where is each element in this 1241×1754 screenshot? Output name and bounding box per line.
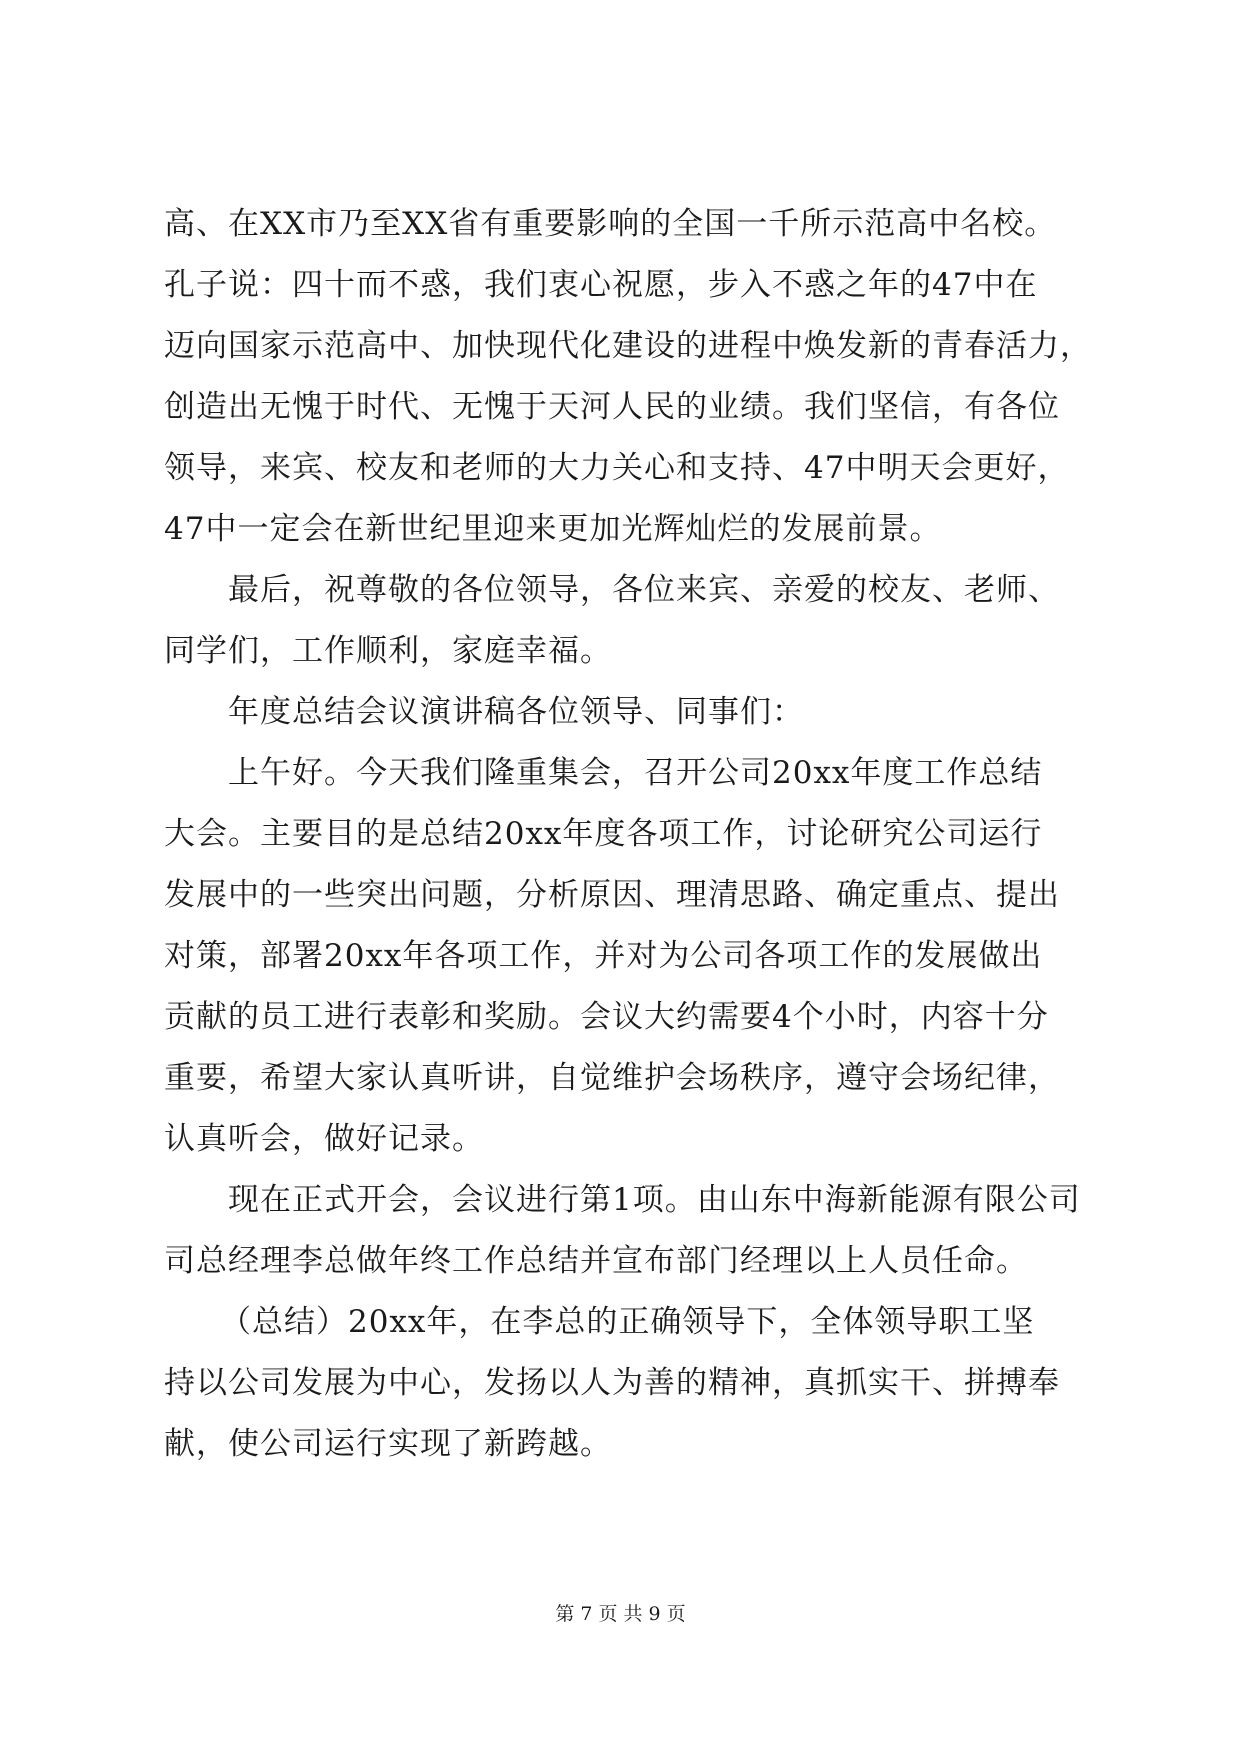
text-line: （总结）20xx年，在李总的正确领导下，全体领导职工坚 xyxy=(220,1304,1035,1340)
text-line: 认真听会，做好记录。 xyxy=(164,1121,484,1157)
text-line: 47中一定会在新世纪里迎来更加光辉灿烂的发展前景。 xyxy=(164,511,942,547)
text-line: 高、在XX市乃至XX省有重要影响的全国一千所示范高中名校。 xyxy=(164,206,1057,242)
text-line: 献，使公司运行实现了新跨越。 xyxy=(164,1426,612,1462)
text-line: 年度总结会议演讲稿各位领导、同事们： xyxy=(228,694,804,730)
text-line: 最后，祝尊敬的各位领导，各位来宾、亲爱的校友、老师、 xyxy=(228,572,1060,608)
text-line: 重要，希望大家认真听讲，自觉维护会场秩序，遵守会场纪律， xyxy=(164,1060,1060,1096)
text-line: 同学们，工作顺利，家庭幸福。 xyxy=(164,633,612,669)
text-line: 领导，来宾、校友和老师的大力关心和支持、47中明天会更好， xyxy=(164,450,1070,486)
text-line: 发展中的一些突出问题，分析原因、理清思路、确定重点、提出 xyxy=(164,877,1060,913)
text-line: 持以公司发展为中心，发扬以人为善的精神，真抓实干、拼搏奉 xyxy=(164,1365,1060,1401)
text-line: 创造出无愧于时代、无愧于天河人民的业绩。我们坚信，有各位 xyxy=(164,389,1060,425)
text-line: 孔子说：四十而不惑，我们衷心祝愿，步入不惑之年的47中在 xyxy=(164,267,1038,303)
text-line: 迈向国家示范高中、加快现代化建设的进程中焕发新的青春活力， xyxy=(164,328,1092,364)
text-line: 司总经理李总做年终工作总结并宣布部门经理以上人员任命。 xyxy=(164,1243,1028,1279)
text-line: 现在正式开会，会议进行第1项。由山东中海新能源有限公司 xyxy=(228,1182,1081,1218)
text-line: 对策，部署20xx年各项工作，并对为公司各项工作的发展做出 xyxy=(164,938,1043,974)
text-line: 上午好。今天我们隆重集会，召开公司20xx年度工作总结 xyxy=(228,755,1043,791)
page-number: 第 7 页 共 9 页 xyxy=(555,1603,686,1625)
text-line: 贡献的员工进行表彰和奖励。会议大约需要4个小时，内容十分 xyxy=(164,999,1049,1035)
text-line: 大会。主要目的是总结20xx年度各项工作，讨论研究公司运行 xyxy=(164,816,1043,852)
